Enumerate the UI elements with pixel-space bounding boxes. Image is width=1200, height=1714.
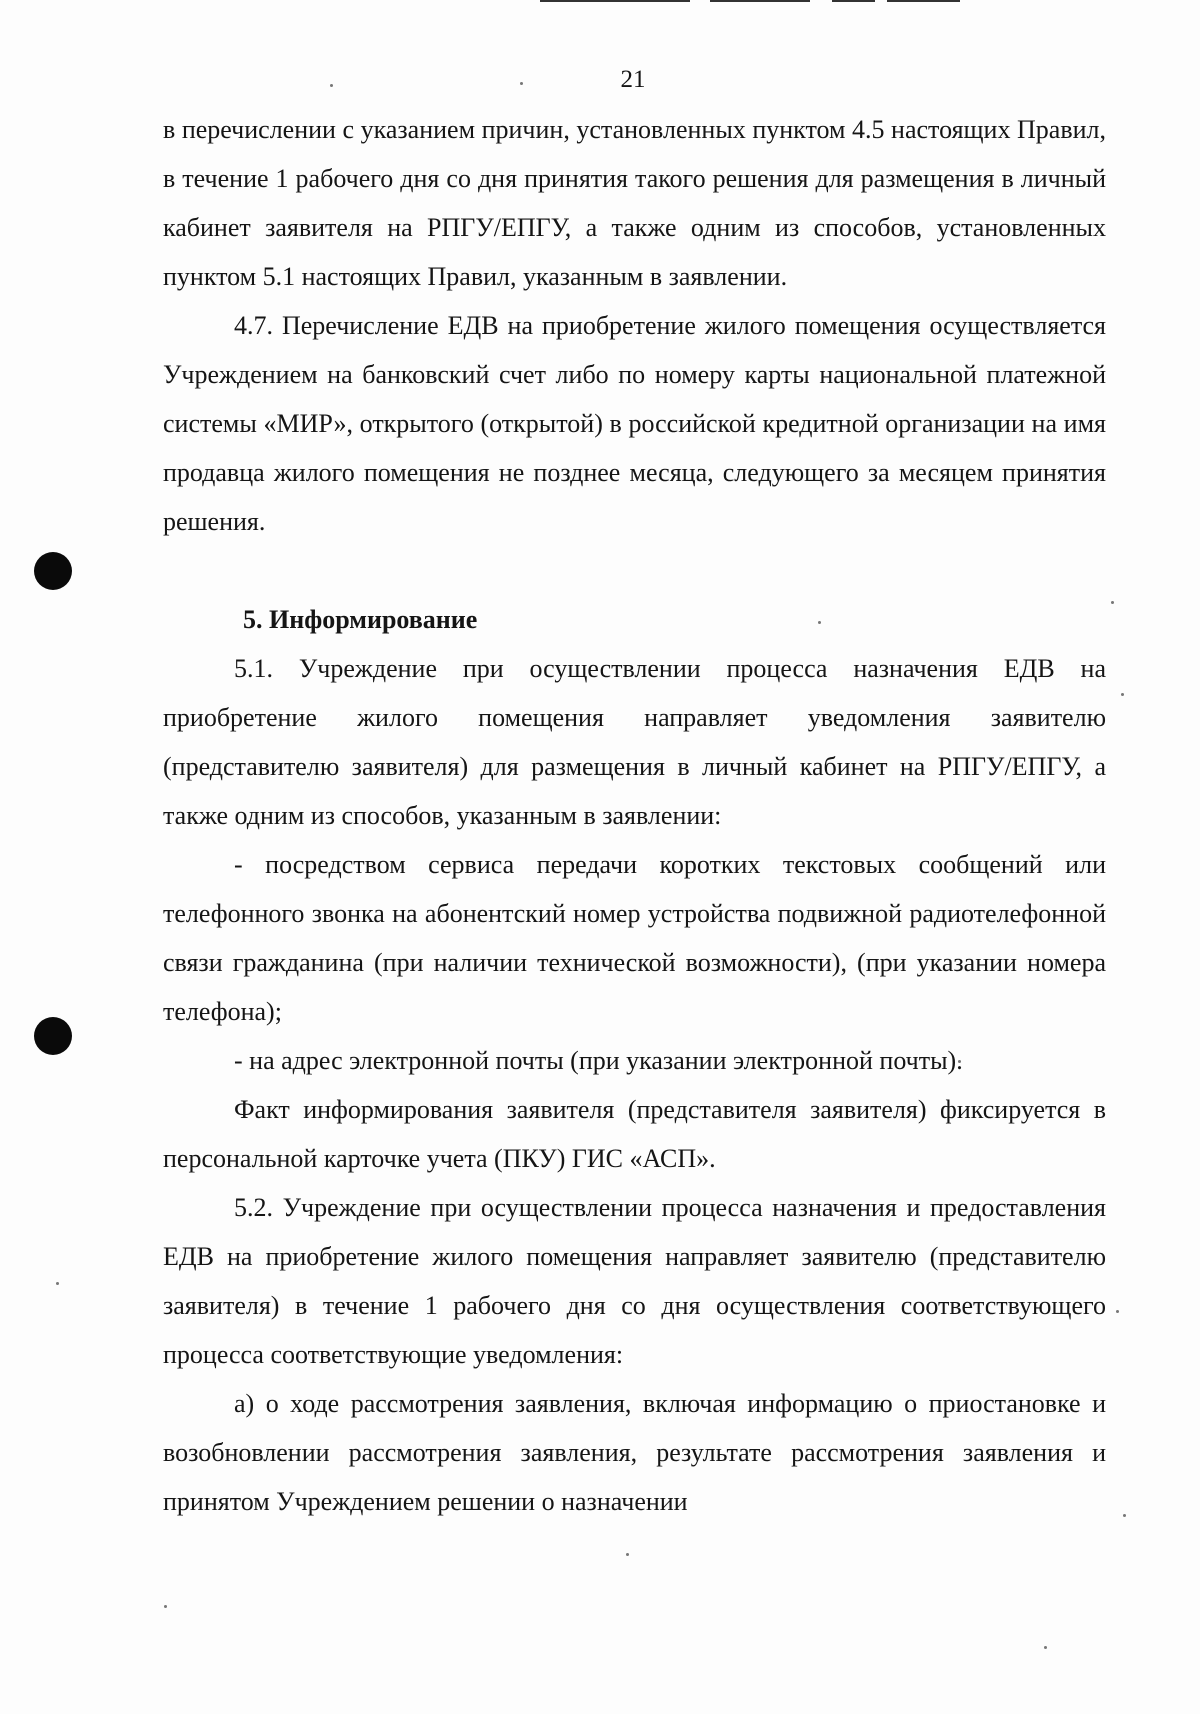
list-item-a: а) о ходе рассмотрения заявления, включая информацию о приостановке и возобновлении рассмотрения заявления, результате рассмотрения заявления и принятом Учреждением решении о назначении (163, 1389, 1106, 1516)
rule-gap (690, 0, 710, 4)
top-edge-rule (540, 0, 960, 5)
page-number: 21 (620, 66, 646, 93)
paragraph-continuation: в перечислении с указанием причин, установленных пунктом 4.5 настоящих Правил, в течение 1 рабочего дня со дня принятия такого решения для размещения в личный кабинет заявителя на РПГУ/ЕПГУ, а также одним из способов, установленных пунктом 5.1 настоящих Правил, указанным в заявлении. (163, 115, 1106, 291)
punch-hole-lower (34, 1017, 72, 1055)
spacer (163, 546, 1106, 595)
document-body (163, 105, 1106, 1526)
scan-speck (1111, 601, 1114, 604)
scan-speck (56, 1282, 59, 1285)
punch-hole-upper (34, 552, 72, 590)
list-item-sms: - посредством сервиса передачи коротких текстовых сообщений или телефонного звонка на абонентский номер устройства подвижной радиотелефонной связи гражданина (при наличии технической возможности), (при указании номера телефона); (163, 850, 1106, 1026)
scan-speck (164, 1605, 167, 1608)
scan-speck (1123, 1514, 1126, 1517)
scan-speck (520, 82, 523, 85)
scan-speck (1044, 1646, 1047, 1649)
scan-speck (1121, 693, 1124, 696)
rule-gap (875, 0, 887, 4)
paragraph-5-2: 5.2. Учреждение при осуществлении процесса назначения и предоставления ЕДВ на приобретение жилого помещения направляет заявителю (представителю заявителя) в течение 1 рабочего дня со дня осуществления соответствующего процесса соответствующие уведомления: (163, 1193, 1106, 1369)
paragraph-4-7: 4.7. Перечисление ЕДВ на приобретение жилого помещения осуществляется Учреждением на банковский счет либо по номеру карты национальной платежной системы «МИР», открытого (открытой) в российской кредитной организации на имя продавца жилого помещения не позднее месяца, следующего за месяцем принятия решения. (163, 311, 1106, 536)
section-heading: 5. Информирование (243, 605, 478, 634)
scan-speck (1116, 1310, 1119, 1313)
list-item-email: - на адрес электронной почты (при указании электронной почты). (234, 1046, 963, 1075)
paragraph-fact: Факт информирования заявителя (представителя заявителя) фиксируется в персональной карточке учета (ПКУ) ГИС «АСП». (163, 1095, 1106, 1173)
paragraph-5-1: 5.1. Учреждение при осуществлении процесса назначения ЕДВ на приобретение жилого помещения направляет уведомления заявителю (представителю заявителя) для размещения в личный кабинет на РПГУ/ЕПГУ, а также одним из способов, указанным в заявлении: (163, 654, 1106, 830)
scan-speck (330, 84, 333, 87)
scan-speck (626, 1553, 629, 1556)
rule-gap (810, 0, 832, 4)
